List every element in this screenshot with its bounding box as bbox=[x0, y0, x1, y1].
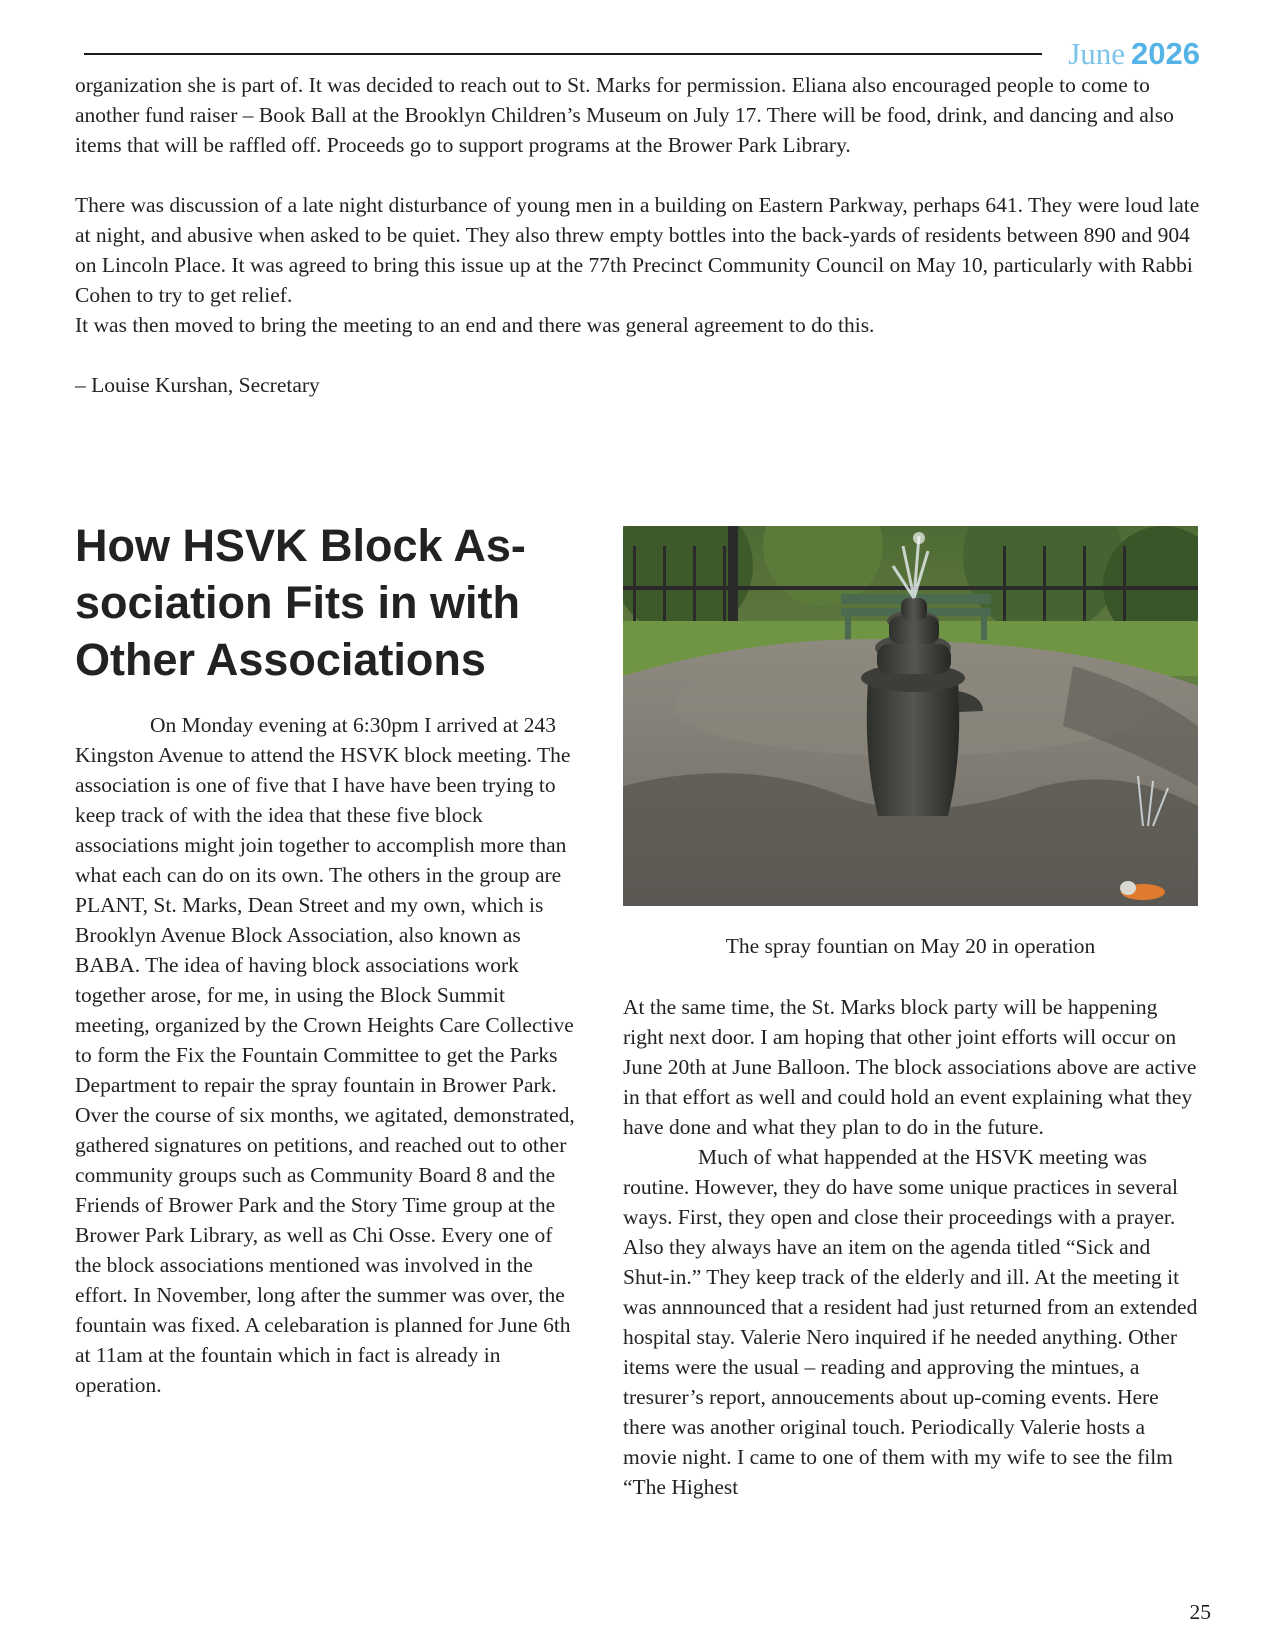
header-rule bbox=[84, 53, 1042, 55]
issue-month: June bbox=[1068, 36, 1126, 71]
photo-caption: The spray fountian on May 20 in operation bbox=[725, 934, 1096, 958]
fountain-photo bbox=[623, 526, 1198, 906]
minutes-paragraph: It was then moved to bring the meeting to an end and there was general agreement to do this. bbox=[75, 313, 875, 337]
issue-date bbox=[1068, 36, 1200, 72]
article-paragraph: At the same time, the St. Marks block party will be happening right next door. I am hoping that other joint efforts will occur on June 20th at June Balloon. The block associations above are active in that effort as well and could hold an event explaining what they have done and what they plan to do in the future. bbox=[623, 995, 1197, 1139]
article-headline: How HSVK Block As-sociation Fits in with Other Associations bbox=[75, 520, 526, 685]
issue-year: 2026 bbox=[1131, 36, 1200, 71]
article-right-column bbox=[623, 992, 1201, 1502]
secretary-signature: – Louise Kurshan, Secretary bbox=[75, 373, 320, 397]
article-paragraph: On Monday evening at 6:30pm I arrived at 243 Kingston Avenue to attend the HSVK block meeting. The association is one of five that I have have been trying to keep track of with the idea that these five block associations might join together to accomplish more than what each can do on its own. The others in the group are PLANT, St. Marks, Dean Street and my own, which is Brooklyn Avenue Block Association, also known as BABA. The idea of having block associations work together arose, for me, in using the Block Summit meeting, organized by the Crown Heights Care Collective to form the Fix the Fountain Committee to get the Parks Department to repair the spray fountain in Brower Park. Over the course of six months, we agitated, demonstrated, gathered signatures on petitions, and reached out to other community groups such as Community Board 8 and the Friends of Brower Park and the Story Time group at the Brower Park Library, as well as Chi Osse. Every one of the block associations mentioned was involved in the effort. In November, long after the summer was over, the fountain was fixed. A celebaration is planned for June 6th at 11am at the fountain which in fact is already in operation. bbox=[75, 713, 575, 1397]
minutes-paragraph: organization she is part of. It was decided to reach out to St. Marks for permission. Eliana also encouraged people to come to another fund raiser – Book Ball at the Brooklyn Children’s Museum on July 17. There will be food, drink, and dancing and also items that will be raffled off. Proceeds go to support programs at the Brower Park Library. bbox=[75, 73, 1174, 157]
article-left-column bbox=[75, 710, 575, 1400]
article-paragraph: Much of what happended at the HSVK meeting was routine. However, they do have some unique practices in several ways. First, they open and close their proceedings with a prayer. Also they always have an item on the agenda titled “Sick and Shut-in.” They keep track of the elderly and ill. At the meeting it was annnounced that a resident had just returned from an extended hospital stay. Valerie Nero inquired if he needed anything. Other items were the usual – reading and approving the mintues, a tresurer’s report, annoucements about up-coming events. Here there was another original touch. Periodically Valerie hosts a movie night. I came to one of them with my wife to see the film “The Highest bbox=[623, 1145, 1198, 1499]
meeting-minutes-continued bbox=[75, 70, 1205, 400]
minutes-paragraph: There was discussion of a late night disturbance of young men in a building on Eastern Parkway, perhaps 641. They were loud late at night, and abusive when asked to be quiet. They also threw empty bottles into the back-yards of residents between 890 and 904 on Lincoln Place. It was agreed to bring this issue up at the 77th Precinct Community Council on May 10, particularly with Rabbi Cohen to try to get relief. bbox=[75, 193, 1200, 307]
page-number: 25 bbox=[1189, 1600, 1211, 1624]
